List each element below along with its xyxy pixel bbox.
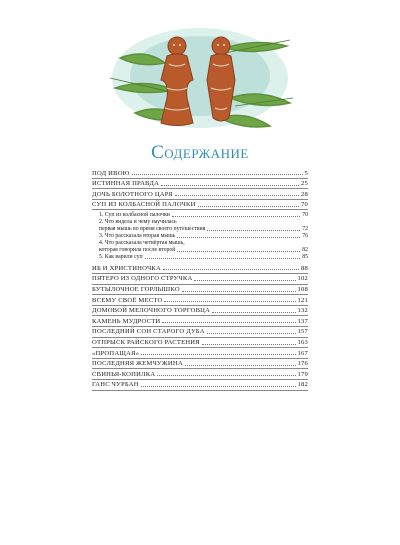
dot-leader	[157, 374, 295, 376]
toc-subentry-title-line1: 4. Что рассказала четвёртая мышь,	[99, 240, 185, 247]
toc-subentry	[92, 254, 308, 261]
toc-entry-title: «ПРОПАЩАЯ»	[92, 349, 140, 357]
dot-leader	[172, 215, 300, 217]
toc-entry-page: 176	[297, 360, 308, 368]
toc-entry	[92, 327, 308, 338]
toc-entry	[92, 348, 308, 359]
toc-subentry	[92, 212, 308, 219]
toc-entry-page: 5	[304, 169, 308, 177]
toc-entry-page: 28	[301, 190, 308, 198]
toc-subentry-title-line2: первая мышь во время своего путешествия	[99, 226, 206, 233]
toc-subentries	[92, 210, 308, 263]
toc-subentry	[92, 233, 308, 240]
dot-leader	[141, 353, 295, 355]
dot-leader	[212, 311, 295, 313]
toc-entry-page: 157	[297, 328, 308, 336]
toc-subentry-page: 76	[302, 233, 308, 240]
toc-entry-page: 179	[297, 370, 308, 378]
dot-leader	[132, 173, 303, 175]
toc-entry	[92, 338, 308, 349]
dot-leader	[207, 332, 296, 334]
dot-leader	[198, 205, 299, 207]
toc-entry-page: 70	[301, 201, 308, 209]
toc-subentry-page: 70	[302, 212, 308, 219]
toc-subentry-title-line2: которая говорила после второй	[99, 247, 176, 254]
toc-subentry-page: 82	[302, 247, 308, 254]
toc-subentry-title: 1. Суп из колбасной палочки	[99, 212, 170, 219]
toc-entry	[92, 168, 308, 179]
toc-entry-title: ИСТИННАЯ ПРАВДА	[92, 180, 160, 188]
toc-entry	[92, 306, 308, 317]
toc-subentry-page: 85	[302, 254, 308, 261]
toc-entry-page: 137	[297, 317, 308, 325]
dot-leader	[182, 290, 296, 292]
toc-entry-title: БУТЫЛОЧНОЕ ГОРЛЫШКО	[92, 286, 180, 294]
toc-entry-page: 167	[297, 349, 308, 357]
toc-entry-page: 102	[297, 275, 308, 283]
toc-entry-title: ПОСЛЕДНЯЯ ЖЕМЧУЖИНА	[92, 360, 183, 368]
dot-leader	[202, 343, 296, 345]
toc-entry	[92, 200, 308, 211]
toc-subentry-title-line1: 2. Что видела и чему научилась	[99, 219, 177, 226]
toc-entry	[92, 359, 308, 370]
toc-entry-title: ПЯТЕРО ИЗ ОДНОГО СТРУЧКА	[92, 275, 193, 283]
dot-leader	[207, 229, 300, 231]
dot-leader	[185, 364, 296, 366]
toc-entry-title: ДОМОВОЙ МЕЛОЧНОГО ТОРГОВЦА	[92, 307, 211, 315]
dot-leader	[141, 385, 296, 387]
toc-entry	[92, 316, 308, 327]
toc-entry-title: ПОД ИВОЮ	[92, 169, 130, 177]
toc-entry-title: ДОЧЬ БОЛОТНОГО ЦАРЯ	[92, 190, 173, 198]
toc-entry-title: ГАНС ЧУРБАН	[92, 381, 139, 389]
toc-subentry	[92, 240, 308, 254]
toc-entry-page: 88	[301, 264, 308, 272]
toc-entry-page: 182	[297, 381, 308, 389]
toc-entry-page: 132	[297, 307, 308, 315]
toc-subentry	[92, 219, 308, 233]
dot-leader	[177, 236, 300, 238]
toc-entry	[92, 380, 308, 391]
toc-entry	[92, 263, 308, 274]
dot-leader	[175, 194, 299, 196]
toc-entry	[92, 285, 308, 296]
toc-subentry-page: 72	[302, 226, 308, 233]
page-title: Содержание	[151, 142, 249, 163]
gingerbread-couple-illustration	[105, 18, 295, 138]
toc-entry-title: СУП ИЗ КОЛБАСНОЙ ПАЛОЧКИ	[92, 201, 196, 209]
dot-leader	[177, 250, 300, 252]
toc-entry	[92, 274, 308, 285]
dot-leader	[163, 268, 299, 270]
dot-leader	[145, 257, 301, 259]
toc-entry-page: 121	[297, 296, 308, 304]
toc-subentry-title: 3. Что рассказала вторая мышь	[99, 233, 176, 240]
toc-entry	[92, 179, 308, 190]
toc-entry-title: КАМЕНЬ МУДРОСТИ	[92, 317, 161, 325]
toc-entry-page: 108	[297, 286, 308, 294]
dot-leader	[161, 184, 299, 186]
toc-entry-title: ОТПРЫСК РАЙСКОГО РАСТЕНИЯ	[92, 339, 200, 347]
toc-entry	[92, 189, 308, 200]
toc-entry-page: 25	[301, 180, 308, 188]
toc-entry-title: ИБ И ХРИСТИНОЧКА	[92, 264, 161, 272]
dot-leader	[194, 279, 295, 281]
table-of-contents	[92, 168, 308, 391]
toc-entry-title: СВИНЬЯ-КОПИЛКА	[92, 370, 156, 378]
toc-subentry-title: 5. Как варили суп	[99, 254, 143, 261]
toc-entry	[92, 369, 308, 380]
toc-entry	[92, 295, 308, 306]
dot-leader	[164, 300, 295, 302]
toc-entry-page: 163	[297, 339, 308, 347]
toc-entry-title: ВСЕМУ СВОЁ МЕСТО	[92, 296, 163, 304]
toc-entry-title: ПОСЛЕДНИЙ СОН СТАРОГО ДУБА	[92, 328, 205, 336]
dot-leader	[162, 321, 295, 323]
